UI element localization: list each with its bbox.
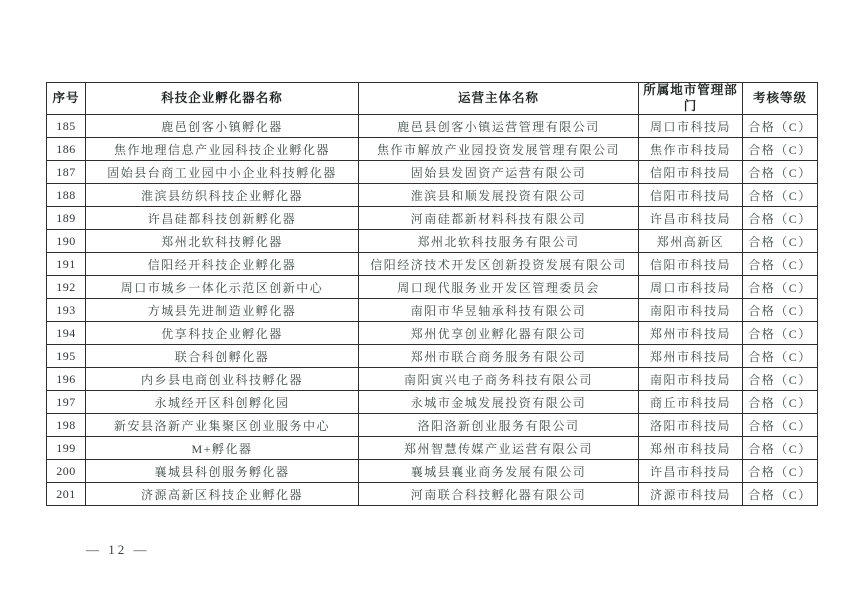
cell-grade: 合格（C） (743, 483, 818, 506)
cell-operator-name: 永城市金城发展投资有限公司 (359, 391, 639, 414)
table-row (47, 184, 818, 207)
cell-serial-number: 196 (47, 368, 86, 391)
cell-operator-name: 河南硅都新材料科技有限公司 (359, 207, 639, 230)
column-header-serial-number: 序号 (47, 83, 86, 115)
cell-incubator-name: 淮滨县纺织科技企业孵化器 (86, 184, 359, 207)
column-header-grade: 考核等级 (743, 83, 818, 115)
cell-incubator-name: 方城县先进制造业孵化器 (86, 299, 359, 322)
table-row (47, 414, 818, 437)
table-row (47, 115, 818, 138)
cell-serial-number: 198 (47, 414, 86, 437)
cell-incubator-name: 新安县洛新产业集聚区创业服务中心 (86, 414, 359, 437)
table-row (47, 253, 818, 276)
cell-grade: 合格（C） (743, 276, 818, 299)
cell-incubator-name: 固始县台商工业园中小企业科技孵化器 (86, 161, 359, 184)
cell-incubator-name: 许昌硅都科技创新孵化器 (86, 207, 359, 230)
cell-incubator-name: 郑州北软科技孵化器 (86, 230, 359, 253)
cell-grade: 合格（C） (743, 368, 818, 391)
cell-operator-name: 郑州市联合商务服务有限公司 (359, 345, 639, 368)
cell-serial-number: 199 (47, 437, 86, 460)
cell-operator-name: 焦作市解放产业园投资发展管理有限公司 (359, 138, 639, 161)
cell-department: 信阳市科技局 (639, 161, 743, 184)
cell-department: 郑州高新区 (639, 230, 743, 253)
table-row (47, 230, 818, 253)
cell-operator-name: 洛阳洛新创业服务有限公司 (359, 414, 639, 437)
cell-serial-number: 188 (47, 184, 86, 207)
incubator-assessment-table (46, 82, 818, 506)
cell-serial-number: 185 (47, 115, 86, 138)
cell-department: 周口市科技局 (639, 115, 743, 138)
page-number: — 12 — (86, 542, 150, 557)
cell-serial-number: 186 (47, 138, 86, 161)
cell-operator-name: 郑州智慧传媒产业运营有限公司 (359, 437, 639, 460)
table-row (47, 207, 818, 230)
cell-serial-number: 187 (47, 161, 86, 184)
cell-department: 洛阳市科技局 (639, 414, 743, 437)
table-row (47, 483, 818, 506)
cell-grade: 合格（C） (743, 161, 818, 184)
cell-operator-name: 南阳寅兴电子商务科技有限公司 (359, 368, 639, 391)
cell-department: 郑州市科技局 (639, 322, 743, 345)
cell-serial-number: 201 (47, 483, 86, 506)
cell-serial-number: 192 (47, 276, 86, 299)
cell-operator-name: 河南联合科技孵化器有限公司 (359, 483, 639, 506)
cell-serial-number: 194 (47, 322, 86, 345)
cell-department: 焦作市科技局 (639, 138, 743, 161)
cell-department: 信阳市科技局 (639, 253, 743, 276)
table-row (47, 391, 818, 414)
table-row (47, 299, 818, 322)
cell-operator-name: 襄城县襄业商务发展有限公司 (359, 460, 639, 483)
table-header-row (47, 83, 818, 115)
cell-operator-name: 郑州优享创业孵化器有限公司 (359, 322, 639, 345)
cell-serial-number: 195 (47, 345, 86, 368)
cell-operator-name: 鹿邑县创客小镇运营管理有限公司 (359, 115, 639, 138)
cell-grade: 合格（C） (743, 322, 818, 345)
cell-department: 许昌市科技局 (639, 460, 743, 483)
cell-department: 济源市科技局 (639, 483, 743, 506)
cell-incubator-name: 联合科创孵化器 (86, 345, 359, 368)
cell-grade: 合格（C） (743, 253, 818, 276)
cell-incubator-name: 永城经开区科创孵化园 (86, 391, 359, 414)
cell-grade: 合格（C） (743, 184, 818, 207)
cell-grade: 合格（C） (743, 414, 818, 437)
cell-incubator-name: 济源高新区科技企业孵化器 (86, 483, 359, 506)
cell-serial-number: 193 (47, 299, 86, 322)
cell-department: 郑州市科技局 (639, 345, 743, 368)
cell-department: 商丘市科技局 (639, 391, 743, 414)
cell-incubator-name: 襄城县科创服务孵化器 (86, 460, 359, 483)
cell-incubator-name: 周口市城乡一体化示范区创新中心 (86, 276, 359, 299)
cell-serial-number: 197 (47, 391, 86, 414)
cell-grade: 合格（C） (743, 437, 818, 460)
table-row (47, 161, 818, 184)
cell-grade: 合格（C） (743, 115, 818, 138)
cell-incubator-name: 信阳经开科技企业孵化器 (86, 253, 359, 276)
cell-department: 周口市科技局 (639, 276, 743, 299)
cell-department: 南阳市科技局 (639, 299, 743, 322)
cell-serial-number: 200 (47, 460, 86, 483)
cell-serial-number: 190 (47, 230, 86, 253)
table-row (47, 322, 818, 345)
cell-grade: 合格（C） (743, 207, 818, 230)
cell-grade: 合格（C） (743, 230, 818, 253)
column-header-department: 所属地市管理部门 (639, 83, 743, 115)
cell-incubator-name: 焦作地理信息产业园科技企业孵化器 (86, 138, 359, 161)
cell-operator-name: 固始县发固资产运营有限公司 (359, 161, 639, 184)
cell-department: 南阳市科技局 (639, 368, 743, 391)
cell-operator-name: 南阳市华昱轴承科技有限公司 (359, 299, 639, 322)
cell-incubator-name: 内乡县电商创业科技孵化器 (86, 368, 359, 391)
column-header-incubator-name: 科技企业孵化器名称 (86, 83, 359, 115)
table-row (47, 437, 818, 460)
column-header-operator-name: 运营主体名称 (359, 83, 639, 115)
cell-incubator-name: 优享科技企业孵化器 (86, 322, 359, 345)
table-row (47, 345, 818, 368)
cell-grade: 合格（C） (743, 345, 818, 368)
cell-grade: 合格（C） (743, 299, 818, 322)
cell-operator-name: 郑州北软科技服务有限公司 (359, 230, 639, 253)
cell-department: 信阳市科技局 (639, 184, 743, 207)
table-row (47, 460, 818, 483)
table-row (47, 276, 818, 299)
cell-operator-name: 信阳经济技术开发区创新投资发展有限公司 (359, 253, 639, 276)
cell-serial-number: 189 (47, 207, 86, 230)
cell-serial-number: 191 (47, 253, 86, 276)
cell-incubator-name: M+孵化器 (86, 437, 359, 460)
cell-grade: 合格（C） (743, 138, 818, 161)
table-row (47, 138, 818, 161)
cell-operator-name: 周口现代服务业开发区管理委员会 (359, 276, 639, 299)
cell-department: 许昌市科技局 (639, 207, 743, 230)
cell-grade: 合格（C） (743, 391, 818, 414)
cell-operator-name: 淮滨县和顺发展投资有限公司 (359, 184, 639, 207)
cell-incubator-name: 鹿邑创客小镇孵化器 (86, 115, 359, 138)
cell-department: 郑州市科技局 (639, 437, 743, 460)
table-row (47, 368, 818, 391)
cell-grade: 合格（C） (743, 460, 818, 483)
